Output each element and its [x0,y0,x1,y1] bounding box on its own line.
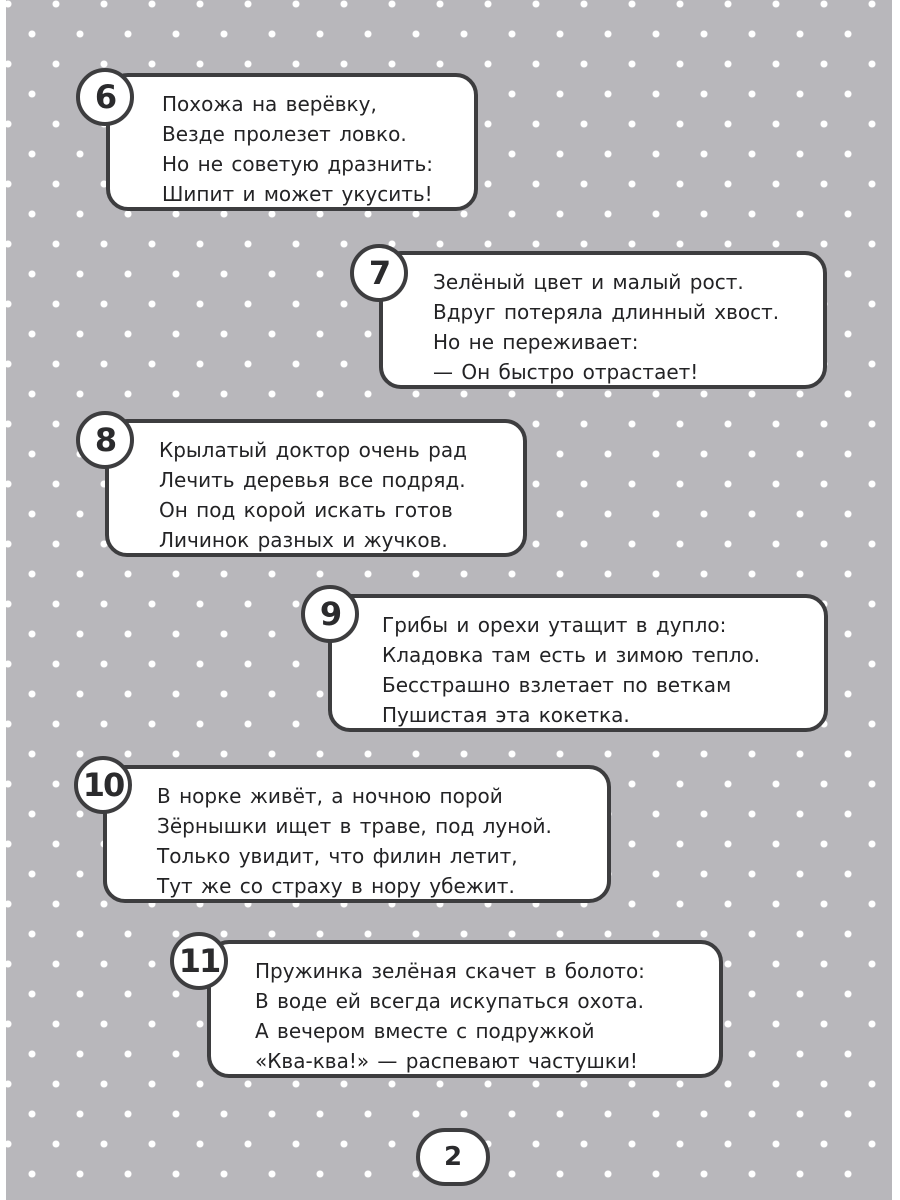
riddle-number: 6 [76,68,134,126]
riddle-line: Шипит и может укусить! [162,182,433,206]
page-number: 2 [416,1128,490,1186]
riddle-bubble [328,594,828,732]
riddle-line: Лечить деревья все подряд. [159,468,466,492]
riddle-number: 10 [74,756,132,814]
polka-dot-page [6,0,892,1200]
riddle-line: Похожа на верёвку, [162,92,377,116]
riddle-line: Грибы и орехи утащит в дупло: [382,613,727,637]
riddle-line: Везде пролезет ловко. [162,122,407,146]
riddle-line: Кладовка там есть и зимою тепло. [382,643,761,667]
riddle-line: Он под корой искать готов [159,498,453,522]
riddle-line: А вечером вместе с подружкой [255,1019,595,1043]
riddle-bubble [103,765,611,903]
riddle-number: 7 [350,244,408,302]
riddle-number: 9 [301,585,359,643]
riddle-number: 11 [170,932,228,990]
riddle-line: Тут же со страху в нору убежит. [157,874,515,898]
riddle-line: — Он быстро отрастает! [433,360,699,384]
riddle-bubble [379,251,827,389]
riddle-line: Но не переживает: [433,330,639,354]
riddle-line: Крылатый доктор очень рад [159,438,467,462]
riddle-line: «Ква-ква!» — распевают частушки! [255,1049,638,1073]
riddle-number: 8 [76,411,134,469]
riddle-line: Вдруг потеряла длинный хвост. [433,300,780,324]
riddle-line: Зёрнышки ищет в траве, под луной. [157,814,552,838]
riddle-line: Но не советую дразнить: [162,152,434,176]
riddle-bubble [207,940,723,1078]
riddle-bubble [105,419,527,557]
riddle-line: Пружинка зелёная скачет в болото: [255,959,645,983]
riddle-line: Только увидит, что филин летит, [157,844,518,868]
riddle-line: Зелёный цвет и малый рост. [433,270,744,294]
riddle-line: В воде ей всегда искупаться охота. [255,989,644,1013]
riddle-line: Личинок разных и жучков. [159,528,448,552]
riddle-bubble [106,73,478,211]
riddle-line: В норке живёт, а ночною порой [157,784,503,808]
riddle-line: Бесстрашно взлетает по веткам [382,673,732,697]
riddle-line: Пушистая эта кокетка. [382,703,630,727]
